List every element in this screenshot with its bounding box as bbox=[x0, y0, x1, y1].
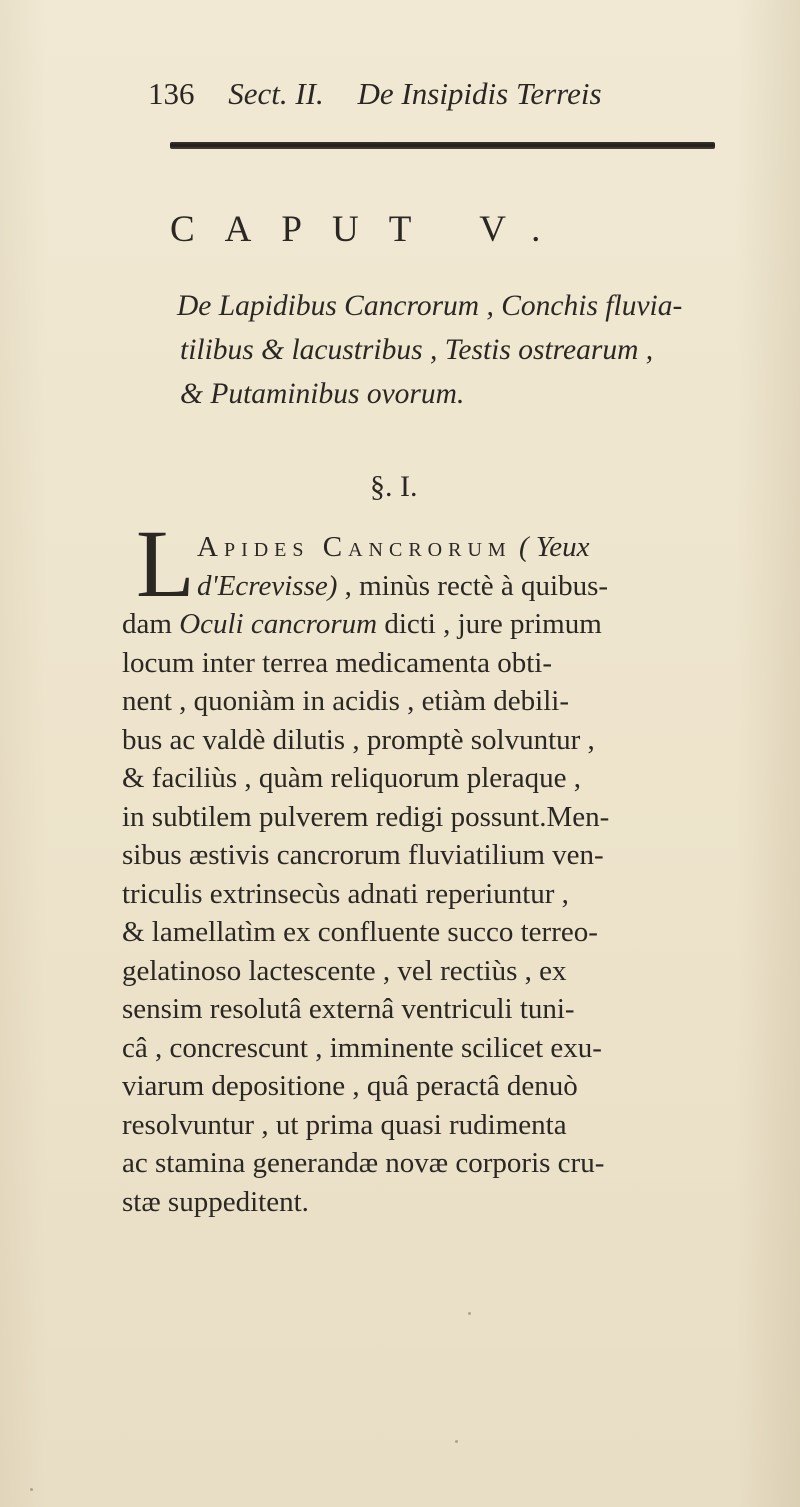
text-line: gelatinoso lactescente , vel rectiùs , ex bbox=[122, 954, 567, 987]
italic-gloss: ( Yeux bbox=[518, 531, 590, 563]
line-text: , minùs rectè à quibus- bbox=[344, 569, 609, 602]
running-header bbox=[148, 76, 708, 112]
text-line: triculis extrinsecùs adnati reperiuntur , bbox=[122, 877, 569, 910]
text-line: & lamellatìm ex confluente succo terreo- bbox=[122, 916, 598, 948]
text-line: nent , quoniàm in acidis , etiàm debili- bbox=[122, 685, 569, 717]
paper-speck bbox=[468, 1312, 471, 1315]
line-text: dam bbox=[122, 608, 172, 640]
small-caps-words: Apides Cancrorum bbox=[197, 531, 512, 563]
italic-gloss: d'Ecrevisse) bbox=[197, 569, 338, 602]
text-line: locum inter terrea medicamenta obti- bbox=[122, 646, 552, 679]
line-text: dicti , jure primum bbox=[384, 608, 602, 640]
paragraph-body bbox=[122, 528, 772, 1221]
text-line: sensim resolutâ externâ ventriculi tuni- bbox=[122, 993, 575, 1025]
header-rule bbox=[170, 142, 715, 149]
text-line: resolvuntur , ut prima quasi rudimenta bbox=[122, 1108, 567, 1141]
subtitle-line: De Lapidibus Cancrorum , Conchis fluvia- bbox=[177, 290, 683, 322]
page-number: 136 bbox=[148, 76, 195, 111]
subtitle-line: & Putaminibus ovorum. bbox=[180, 378, 465, 410]
drop-capital: L bbox=[136, 510, 195, 617]
text-line: & faciliùs , quàm reliquorum pleraque , bbox=[122, 762, 582, 794]
section-mark: §. I. bbox=[370, 470, 418, 503]
text-line: câ , concrescunt , imminente scilicet exu- bbox=[122, 1031, 602, 1064]
text-line: stæ suppeditent. bbox=[122, 1185, 309, 1218]
text-line bbox=[122, 567, 772, 606]
paper-speck bbox=[455, 1440, 458, 1443]
text-line: viarum depositione , quâ peractâ denuò bbox=[122, 1070, 578, 1102]
text-line bbox=[122, 605, 772, 644]
italic-term: Oculi cancrorum bbox=[179, 608, 378, 640]
text-line: bus ac valdè dilutis , promptè solvuntur , bbox=[122, 723, 595, 756]
text-line: sibus æstivis cancrorum fluviatilium ven- bbox=[122, 839, 604, 871]
text-line bbox=[122, 528, 772, 567]
text-line: ac stamina generandæ novæ corporis cru- bbox=[122, 1147, 605, 1179]
subtitle-line: tilibus & lacustribus , Testis ostrearum , bbox=[180, 334, 654, 366]
paper-speck bbox=[30, 1488, 33, 1491]
chapter-heading: CAPUT V. bbox=[170, 209, 571, 250]
text-line: in subtilem pulverem redigi possunt.Men- bbox=[122, 800, 610, 833]
running-title: De Insipidis Terreis bbox=[357, 76, 602, 111]
section-label: Sect. II. bbox=[228, 76, 324, 111]
chapter-subtitle bbox=[177, 284, 770, 416]
